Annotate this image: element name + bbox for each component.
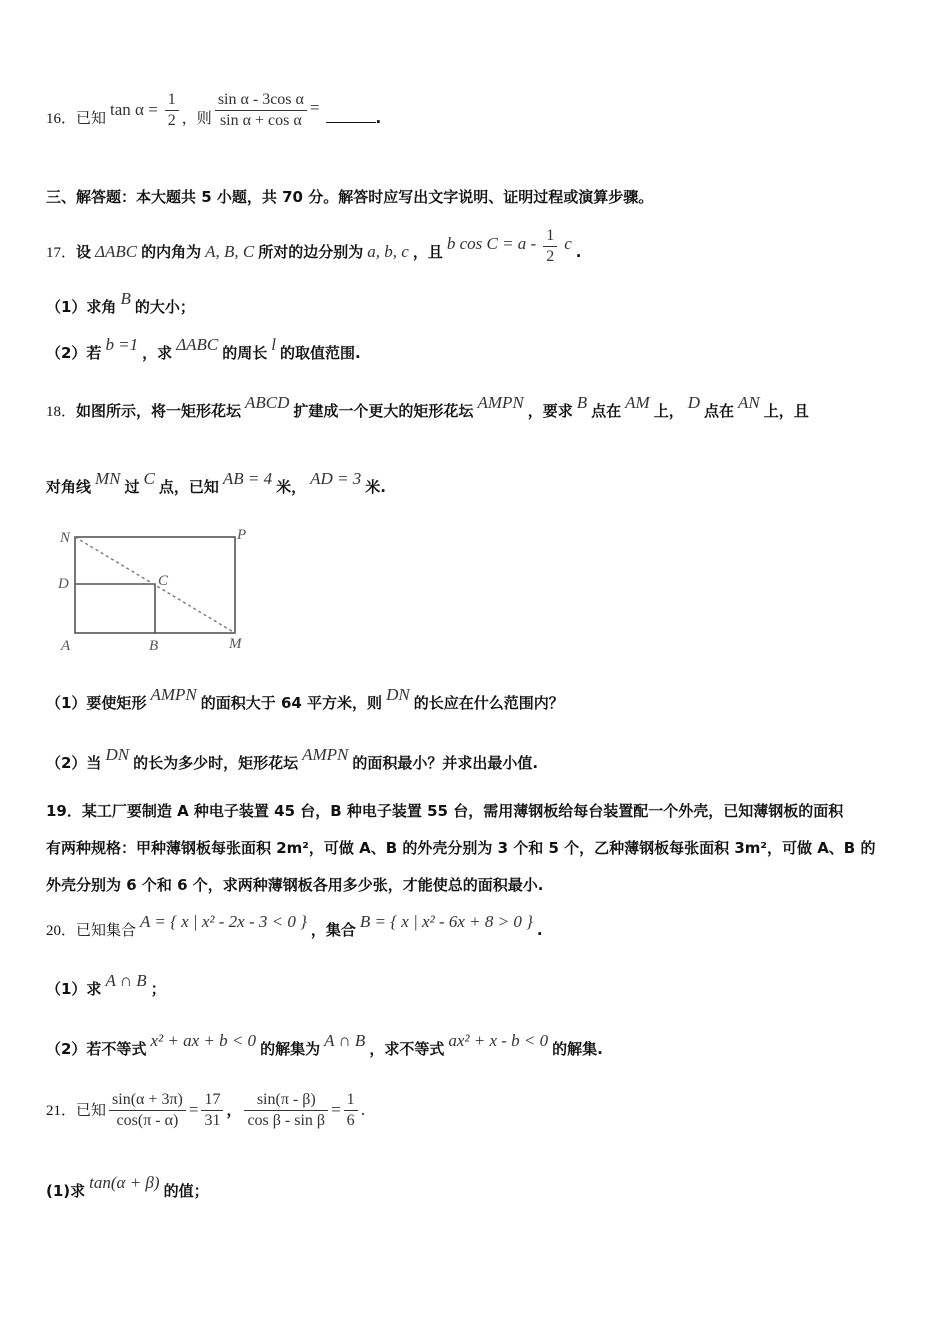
q18-line-1: 18．如图所示，将一矩形花坛 ABCD 扩建成一个更大的矩形花坛 AMPN ，要求 B 点在 AM 上， D 点在 AN 上，且: [46, 393, 809, 420]
q16-line: [46, 91, 910, 139]
q16-text: 已知: [76, 109, 107, 127]
q17-equation: b cos C = a -: [446, 234, 537, 253]
q19-line-1: 19．某工厂要制造 A 种电子装置 45 台，B 种电子装置 55 台，需用薄钢板给每台装置配一个外壳，已知薄钢板的面积: [46, 802, 844, 820]
q21-fraction-2: $\frac{\sin(\pi - \beta)}{\text{cos β - sin β}}$: [244, 1090, 328, 1131]
q18-figure: [55, 522, 260, 657]
q16-then: ，则: [181, 109, 212, 127]
q18-part1: （1）要使矩形 AMPN 的面积大于 64 平方米，则 DN 的长应在什么范围内？: [46, 685, 564, 712]
label-n: N: [60, 530, 71, 546]
q17-part2: （2）若 b =1 ，求 ΔABC 的周长 l 的取值范围.: [46, 335, 361, 362]
label-a: A: [61, 638, 71, 654]
q16-equals: =: [309, 98, 320, 117]
q16-fraction: $\frac{\text{sin α - 3cos α}}{\text{sin α + cos α}}$: [215, 90, 307, 131]
q19-line-2: 有两种规格：甲种薄钢板每张面积 2m²，可做 A、B 的外壳分别为 3 个和 5 个，乙种薄钢板每张面积 3m²，可做 A、B 的: [46, 839, 876, 857]
label-b: B: [149, 638, 159, 654]
q20-line: 20．已知集合 A = { x | x² - 2x - 3 < 0 } ，集合 B = { x | x² - 6x + 8 > 0 } .: [46, 912, 543, 939]
q17-sides: a, b, c: [367, 242, 409, 261]
q16-period: .: [375, 109, 382, 127]
q17-triangle-2: ΔABC: [176, 335, 219, 354]
rect-abcd: [75, 584, 155, 633]
q17-c: c: [564, 234, 572, 253]
q17-l: l: [271, 335, 277, 354]
q17-number: 17．: [46, 245, 77, 261]
q18-line-2: 对角线 MN 过 C 点，已知 AB = 4 米， AD = 3 米.: [46, 469, 386, 496]
q17-text-2: 的内角为: [141, 243, 202, 261]
q20-set-a: A = { x | x² - 2x - 3 < 0 }: [140, 912, 307, 931]
q18-abcd: ABCD: [245, 393, 290, 412]
section-heading: 三、解答题：本大题共 5 小题，共 70 分。解答时应写出文字说明、证明过程或演算步骤。: [46, 188, 654, 206]
q17-b-equals-1: b =1: [105, 335, 139, 354]
q20-part2: （2）若不等式 x² + ax + b < 0 的解集为 A ∩ B ，求不等式 ax² + x - b < 0 的解集.: [46, 1031, 603, 1058]
q17-line: [46, 227, 910, 273]
label-c: C: [158, 573, 169, 589]
q17-B: B: [120, 289, 131, 308]
q16-half: $\frac{1}{2}$: [165, 90, 179, 131]
q17-part1: （1）求角 B 的大小；: [46, 289, 195, 316]
label-p: P: [237, 527, 247, 543]
q21-value-2: $\frac{1}{6}$: [344, 1090, 358, 1131]
q17-text-4: ，且: [412, 243, 443, 261]
q17-period: .: [575, 243, 582, 261]
q18-part2: （2）当 DN 的长为多少时，矩形花坛 AMPN 的面积最小？并求出最小值.: [46, 745, 539, 772]
label-m: M: [229, 636, 242, 652]
q20-part1: （1）求 A ∩ B ；: [46, 971, 166, 998]
q19-line-3: 外壳分别为 6 个和 6 个，求两种薄钢板各用多少张，才能使总的面积最小.: [46, 876, 544, 894]
q17-triangle: ΔABC: [95, 242, 138, 261]
q17-half: $\frac{1}{2}$: [543, 226, 557, 267]
q20-set-b: B = { x | x² - 6x + 8 > 0 }: [359, 912, 533, 931]
q16-answer-blank: [326, 122, 376, 123]
label-d: D: [58, 576, 69, 592]
q17-text-3: 所对的边分别为: [258, 243, 364, 261]
q16-number: 16．: [46, 111, 77, 127]
q17-text-1: 设: [76, 243, 92, 261]
q21-fraction-1: $\frac{\sin(\alpha + 3\pi)}{\cos(\pi - \alpha)}$: [109, 1090, 186, 1131]
q16-tan: tan α =: [110, 100, 158, 119]
q18-ampn: AMPN: [477, 393, 524, 412]
q21-part1: (1)求 tan(α + β) 的值；: [46, 1173, 209, 1200]
q21-line: 21．已知 $\frac{\sin(\alpha + 3\pi)}{\cos(\pi - \alpha)}$ = $\frac{17}{31}$ ， $\frac{\sin(\pi - \beta)}{\text{cos β - sin β}}$ = $\frac{1}{6}$ .: [46, 1091, 366, 1129]
q21-value-1: $\frac{17}{31}$: [201, 1090, 223, 1131]
q17-angles: A, B, C: [205, 242, 255, 261]
